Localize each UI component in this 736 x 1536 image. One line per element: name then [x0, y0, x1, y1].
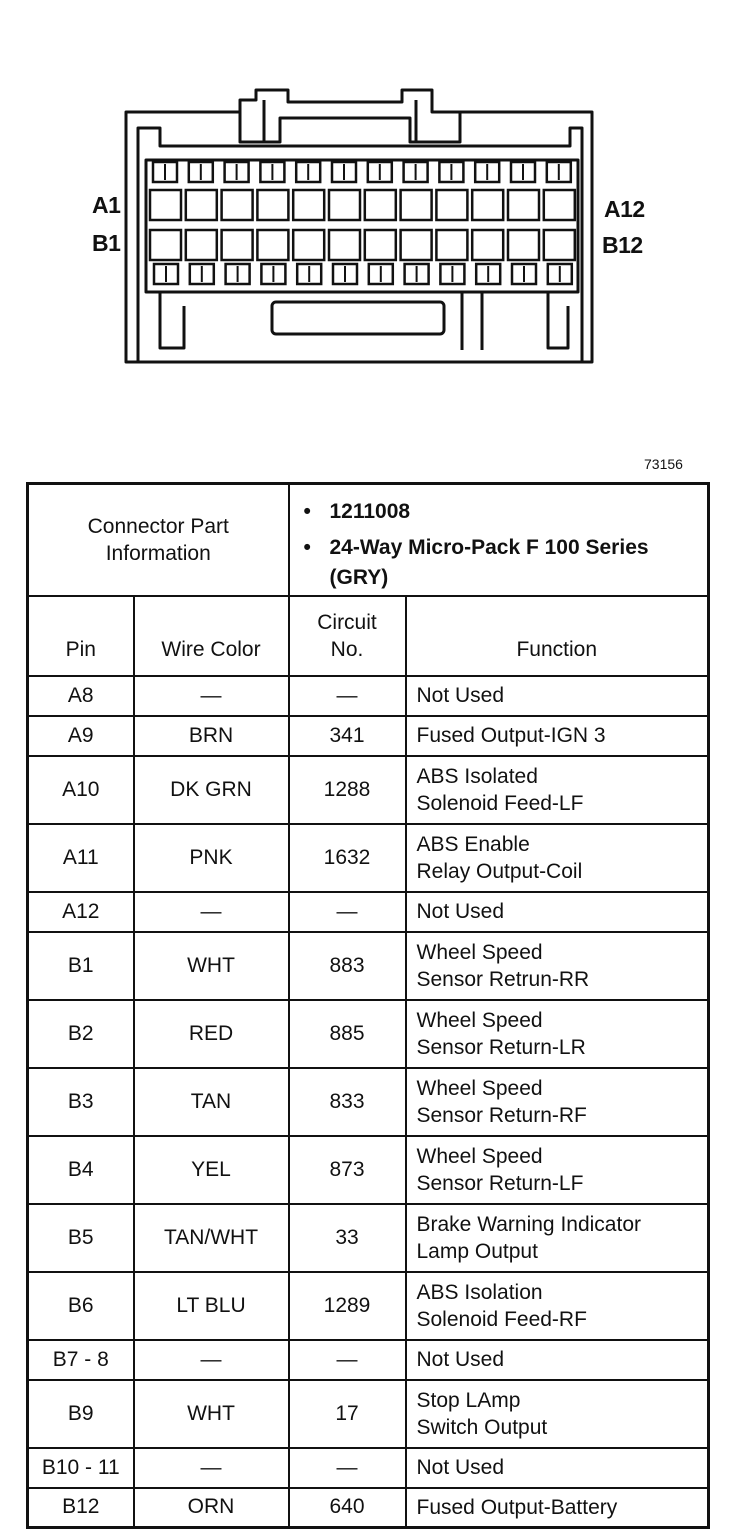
- table-row: [28, 756, 709, 824]
- label-b12: B12: [602, 232, 643, 258]
- wire-color-cell: DK GRN: [134, 756, 289, 824]
- col-header-circuit-no-text: Circuit No.: [317, 610, 377, 661]
- circuit-cell: 873: [289, 1136, 406, 1204]
- function-cell: [406, 676, 709, 716]
- cavity-row-a: [293, 190, 324, 220]
- circuit-cell: 1289: [289, 1272, 406, 1340]
- label-b1: B1: [92, 230, 121, 256]
- function-cell: [406, 1000, 709, 1068]
- cavity-row-b: [508, 230, 539, 260]
- pin-cell: A12: [28, 892, 134, 932]
- wire-color-cell: TAN/WHT: [134, 1204, 289, 1272]
- function-cell: [406, 1488, 709, 1528]
- function-line: Not Used: [416, 1456, 505, 1479]
- connector-part-info-item: • 1211008: [330, 497, 708, 527]
- cavity-row-b: [472, 230, 503, 260]
- circuit-cell: 33: [289, 1204, 406, 1272]
- cavity-row-a: [544, 190, 575, 220]
- cavity-row-a: [329, 190, 360, 220]
- function-line: Sensor Retrun-RR: [416, 967, 590, 991]
- function-cell: [406, 1448, 709, 1488]
- function-cell: [406, 824, 709, 892]
- wire-color-cell: —: [134, 1448, 289, 1488]
- cavity-row-a: [472, 190, 503, 220]
- wire-color-cell: BRN: [134, 716, 289, 756]
- table-row: [28, 1448, 709, 1488]
- function-line: ABS Isolation: [416, 1280, 543, 1304]
- function-cell: [406, 1380, 709, 1448]
- cavity-row-a: [257, 190, 288, 220]
- table-row: [28, 824, 709, 892]
- circuit-cell: 1288: [289, 756, 406, 824]
- function-line: Sensor Return-LF: [416, 1171, 584, 1195]
- wire-color-cell: —: [134, 1340, 289, 1380]
- table-row: [28, 676, 709, 716]
- function-line: Not Used: [416, 1348, 505, 1371]
- table-row: [28, 892, 709, 932]
- wire-color-cell: PNK: [134, 824, 289, 892]
- cavity-row-b: [150, 230, 181, 260]
- cavity-row-b: [222, 230, 253, 260]
- function-cell: [406, 1272, 709, 1340]
- function-line: Relay Output-Coil: [416, 859, 583, 883]
- function-cell: [406, 932, 709, 1000]
- pin-cell: A10: [28, 756, 134, 824]
- connector-part-info-text: Connector Part Information: [87, 514, 229, 565]
- cavity-row-a: [186, 190, 217, 220]
- cavity-row-a: [365, 190, 396, 220]
- cavity-row-b: [257, 230, 288, 260]
- function-line: Sensor Return-LR: [416, 1035, 586, 1059]
- circuit-cell: 885: [289, 1000, 406, 1068]
- cavity-row-a: [150, 190, 181, 220]
- pin-cell: B2: [28, 1000, 134, 1068]
- pin-table: [26, 482, 710, 1529]
- function-line: Wheel Speed: [416, 940, 543, 964]
- label-a1: A1: [92, 192, 121, 218]
- table-row: [28, 932, 709, 1000]
- pin-cell: A8: [28, 676, 134, 716]
- function-line: Sensor Return-RF: [416, 1103, 587, 1127]
- table-row: [28, 716, 709, 756]
- table-row: [28, 1272, 709, 1340]
- function-line: Solenoid Feed-RF: [416, 1307, 587, 1331]
- function-line: Brake Warning Indicator: [416, 1212, 641, 1236]
- cavity-row-a: [436, 190, 467, 220]
- function-line: Wheel Speed: [416, 1008, 543, 1032]
- circuit-cell: —: [289, 676, 406, 716]
- function-cell: [406, 1340, 709, 1380]
- pin-cell: B6: [28, 1272, 134, 1340]
- wire-color-cell: —: [134, 676, 289, 716]
- col-header-function: Function: [406, 596, 709, 676]
- table-row: [28, 1000, 709, 1068]
- connector-part-info-cell: [289, 484, 709, 596]
- cavity-row-a: [222, 190, 253, 220]
- figure-number: 73156: [644, 456, 683, 472]
- function-line: ABS Enable: [416, 832, 530, 856]
- wire-color-cell: LT BLU: [134, 1272, 289, 1340]
- table-row: [28, 1340, 709, 1380]
- pin-cell: A11: [28, 824, 134, 892]
- function-line: Not Used: [416, 900, 505, 923]
- circuit-cell: 883: [289, 932, 406, 1000]
- connector-part-info-item: • 24-Way Micro-Pack F 100 Series (GRY): [330, 533, 708, 593]
- connector-housing-outline: [126, 90, 592, 362]
- cavity-row-a: [401, 190, 432, 220]
- function-line: Fused Output-IGN 3: [416, 724, 606, 747]
- col-header-circuit-no: [289, 596, 406, 676]
- pin-cell: B7 - 8: [28, 1340, 134, 1380]
- cavity-row-b: [544, 230, 575, 260]
- function-line: Stop LAmp: [416, 1388, 521, 1412]
- pin-cell: B9: [28, 1380, 134, 1448]
- circuit-cell: —: [289, 1340, 406, 1380]
- function-cell: [406, 892, 709, 932]
- function-line: Fused Output-Battery: [416, 1495, 618, 1519]
- pin-cell: A9: [28, 716, 134, 756]
- col-header-pin: Pin: [28, 596, 134, 676]
- wire-color-cell: ORN: [134, 1488, 289, 1528]
- function-cell: [406, 1068, 709, 1136]
- pin-cavities: [150, 162, 575, 284]
- connector-key-slot: [272, 302, 444, 334]
- cavity-row-b: [436, 230, 467, 260]
- pin-cell: B4: [28, 1136, 134, 1204]
- function-cell: [406, 756, 709, 824]
- pin-cell: B1: [28, 932, 134, 1000]
- function-line: ABS Isolated: [416, 764, 538, 788]
- cavity-row-b: [329, 230, 360, 260]
- wire-color-cell: RED: [134, 1000, 289, 1068]
- table-row: [28, 1488, 709, 1528]
- connector-latch: [240, 112, 460, 142]
- cavity-row-b: [401, 230, 432, 260]
- function-line: Wheel Speed: [416, 1076, 543, 1100]
- label-a12: A12: [604, 196, 645, 222]
- function-cell: [406, 716, 709, 756]
- function-line: Not Used: [416, 684, 505, 707]
- pin-cell: B5: [28, 1204, 134, 1272]
- table-row: [28, 1380, 709, 1448]
- circuit-cell: 640: [289, 1488, 406, 1528]
- circuit-cell: 17: [289, 1380, 406, 1448]
- wire-color-cell: TAN: [134, 1068, 289, 1136]
- function-line: Wheel Speed: [416, 1144, 543, 1168]
- pin-cell: B10 - 11: [28, 1448, 134, 1488]
- circuit-cell: 833: [289, 1068, 406, 1136]
- connector-part-info-list: [290, 497, 708, 593]
- cavity-row-b: [293, 230, 324, 260]
- table-row: [28, 1136, 709, 1204]
- table-row: [28, 1068, 709, 1136]
- cavity-row-b: [186, 230, 217, 260]
- col-header-wire-color: Wire Color: [134, 596, 289, 676]
- cavity-row-b: [365, 230, 396, 260]
- function-line: Solenoid Feed-LF: [416, 791, 584, 815]
- table-row: [28, 1204, 709, 1272]
- pin-cell: B12: [28, 1488, 134, 1528]
- circuit-cell: —: [289, 892, 406, 932]
- wire-color-cell: —: [134, 892, 289, 932]
- cavity-row-a: [508, 190, 539, 220]
- pin-cell: B3: [28, 1068, 134, 1136]
- circuit-cell: 341: [289, 716, 406, 756]
- connector-diagram: [0, 0, 736, 450]
- connector-part-info-label: [28, 484, 289, 596]
- wire-color-cell: WHT: [134, 932, 289, 1000]
- function-cell: [406, 1204, 709, 1272]
- function-line: Lamp Output: [416, 1239, 538, 1263]
- function-line: Switch Output: [416, 1415, 548, 1439]
- wire-color-cell: YEL: [134, 1136, 289, 1204]
- circuit-cell: —: [289, 1448, 406, 1488]
- function-cell: [406, 1136, 709, 1204]
- wire-color-cell: WHT: [134, 1380, 289, 1448]
- circuit-cell: 1632: [289, 824, 406, 892]
